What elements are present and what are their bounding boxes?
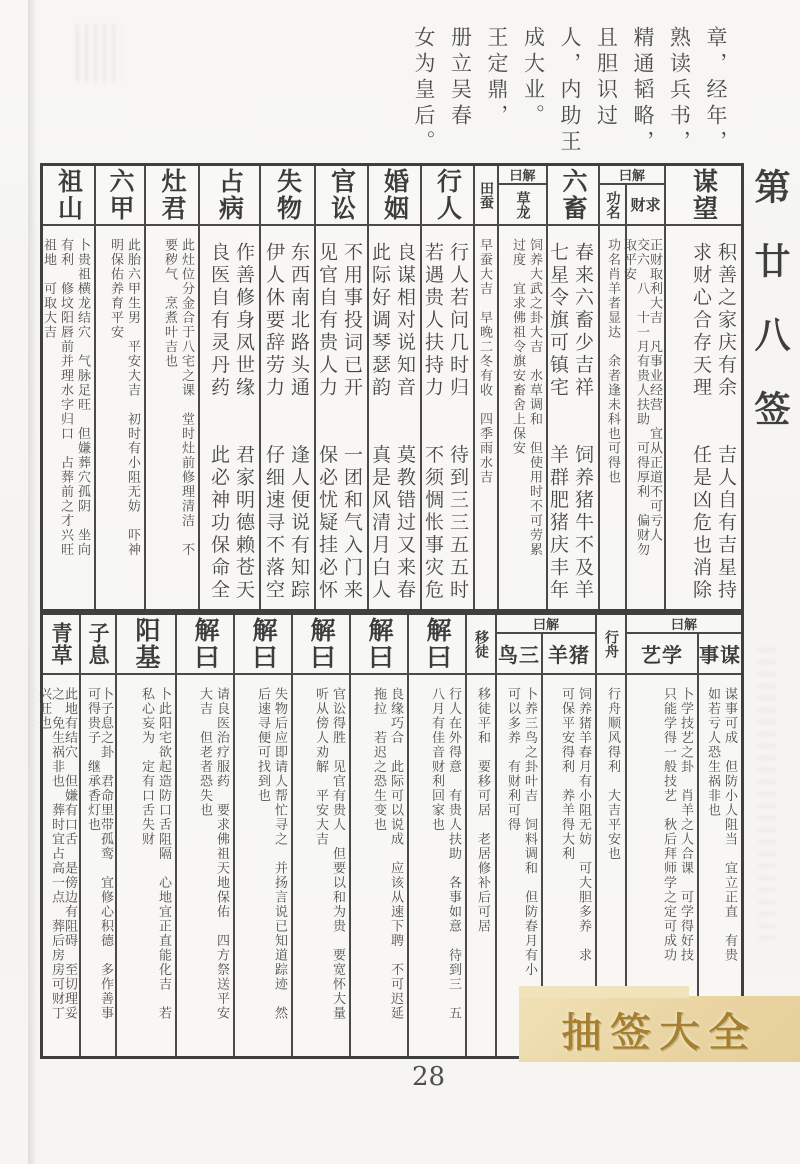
column-header: 草龙 bbox=[499, 185, 546, 226]
column-text bbox=[666, 226, 741, 609]
text-line: 取平安 bbox=[621, 238, 636, 282]
text-line: 谋事可成 但防小人阻当 宜立正直 有贵 bbox=[722, 687, 737, 963]
column-header: 财求 bbox=[627, 185, 664, 226]
column-explain-traveler bbox=[407, 615, 465, 1056]
text-line: 见官自有贵人力 保必忧疑挂必怀 bbox=[316, 242, 338, 602]
column-text bbox=[36, 675, 79, 1056]
column-text bbox=[43, 226, 94, 609]
text-line: 求财心合存天理 任是凶危也消除 bbox=[690, 242, 712, 602]
column-text bbox=[81, 675, 115, 1056]
text-line: 饲养猪羊春月有小阻无妨 可大胆多养 求 bbox=[576, 687, 591, 963]
text-line: 行舟顺风得利 大吉平安也 bbox=[605, 687, 620, 861]
text-line: 卜贵祖横龙结穴 气脉足旺 但嫌葬穴孤阴 坐向 bbox=[75, 238, 90, 557]
text-line: 官讼得胜 见官有贵人 但要以和为贵 要宽怀大量 bbox=[330, 687, 345, 1021]
book-gutter-shadow bbox=[28, 0, 36, 1164]
text-line: 拖拉 若迟之恐生变也 bbox=[371, 687, 386, 832]
explain-strip-label: 曰解 bbox=[627, 615, 741, 634]
column-header: 解曰 bbox=[293, 615, 349, 675]
column-header: 艺学 bbox=[627, 634, 697, 675]
text-line: 良谋相对说知音 莫教错过又来春 bbox=[394, 242, 416, 602]
column-text bbox=[351, 675, 407, 1056]
column-text bbox=[548, 226, 598, 609]
column-marriage bbox=[367, 166, 420, 609]
column-header: 青草 bbox=[43, 615, 79, 675]
column-header: 占病 bbox=[200, 166, 259, 226]
text-line: 可得贵子 继承香灯也 bbox=[85, 687, 100, 832]
column-header: 谋望 bbox=[666, 166, 741, 226]
column-header: 行舟 bbox=[597, 615, 625, 675]
text-line: 要秽气 烹煮叶吉也 bbox=[162, 238, 177, 369]
column-text bbox=[261, 226, 314, 609]
explain-strip-label: 曰解 bbox=[497, 615, 595, 634]
column-house-site bbox=[115, 615, 175, 1056]
column-pregnancy bbox=[94, 166, 144, 609]
intro-line: 女为皇后。 bbox=[412, 26, 436, 156]
column-text bbox=[117, 675, 175, 1056]
column-text bbox=[409, 675, 465, 1056]
column-text bbox=[96, 226, 144, 609]
column-silkworm bbox=[473, 166, 497, 609]
intro-line: 王定鼎， bbox=[485, 26, 509, 130]
column-plans bbox=[697, 634, 741, 1056]
column-offspring bbox=[79, 615, 115, 1056]
column-text bbox=[422, 226, 473, 609]
text-line: 卜此阳宅欲起造防口舌阻隔 心地宜正直能化吉 若 bbox=[156, 687, 171, 1021]
column-header: 移徒 bbox=[467, 615, 495, 675]
text-line: 早蚕大吉 早晚二冬有收 四季雨水吉 bbox=[477, 238, 492, 485]
column-moving bbox=[465, 615, 495, 1056]
column-text bbox=[621, 226, 664, 609]
text-line: 作善修身凤世缘 君家明德赖苍天 bbox=[233, 242, 255, 602]
column-explain-illness bbox=[175, 615, 233, 1056]
column-header: 羊猪 bbox=[543, 634, 595, 675]
column-header: 事谋 bbox=[699, 634, 741, 675]
column-explain-lawsuit bbox=[291, 615, 349, 1056]
text-line: 良医自有灵丹药 此必神功保命全 bbox=[208, 242, 230, 602]
text-line: 此际好调琴瑟韵 真是风清月白人 bbox=[369, 242, 391, 602]
text-line: 之 免生祸非也 葬时宜占高一点 葬后房房可财丁 bbox=[49, 687, 64, 1021]
column-header: 功名 bbox=[600, 185, 625, 226]
text-line: 可保平安得利 养羊得大利 bbox=[559, 687, 574, 861]
column-text bbox=[475, 226, 497, 609]
text-line: 可以多养 有财利可得 bbox=[505, 687, 520, 832]
text-line: 兴旺也 bbox=[36, 687, 51, 731]
column-header: 阳基 bbox=[117, 615, 175, 675]
column-header: 婚姻 bbox=[369, 166, 420, 226]
intro-story-text bbox=[406, 26, 735, 168]
column-text bbox=[177, 675, 233, 1056]
fortune-table-upper bbox=[40, 163, 744, 612]
text-line: 如若亏人恐生祸非也 bbox=[705, 687, 720, 818]
column-fame-wealth-group bbox=[598, 166, 664, 609]
column-text bbox=[499, 226, 546, 609]
text-line: 此胎六甲生男 平安大吉 初时有小阻无妨 吓神 bbox=[125, 238, 140, 557]
text-line: 听从傍人劝解 平安大吉 bbox=[313, 687, 328, 847]
text-line: 饲养大武之卦大吉 水草调和 但使用时不可劳累 bbox=[527, 238, 542, 557]
column-kitchen-god bbox=[144, 166, 198, 609]
column-explain-marriage bbox=[349, 615, 407, 1056]
text-line: 卜养三鸟之卦叶吉 饲料调和 但防春月有小 bbox=[522, 687, 537, 977]
column-illness bbox=[198, 166, 259, 609]
column-wealth bbox=[621, 185, 664, 609]
explain-strip-label: 曰解 bbox=[499, 166, 546, 185]
text-line: 春来六畜少吉祥 饲养猪牛不及羊 bbox=[572, 242, 594, 602]
text-line: 后速寻便可找到也 bbox=[255, 687, 270, 803]
column-header: 官讼 bbox=[316, 166, 367, 226]
intro-line: 精通韬略， bbox=[631, 26, 655, 156]
text-line: 请良医治疗服药 要求佛祖天地保佑 四方祭送平安 bbox=[214, 687, 229, 1021]
column-header: 行人 bbox=[422, 166, 473, 226]
text-line: 伊人休要辞劳力 仔细速寻不落空 bbox=[263, 242, 285, 602]
column-header: 失物 bbox=[261, 166, 314, 226]
column-lost-items bbox=[259, 166, 314, 609]
column-header: 灶君 bbox=[146, 166, 198, 226]
text-line: 有利 修坟阳唇前并理水字归口 占葬前之才兴旺 bbox=[58, 238, 73, 557]
column-aspiration bbox=[664, 166, 741, 609]
text-line: 私心妄为 定有口舌失财 bbox=[139, 687, 154, 847]
text-line: 行人在外得意 有贵人扶助 各事如意 待到三 五 bbox=[446, 687, 461, 1021]
column-cattle-group bbox=[497, 166, 546, 609]
intro-line: 且胆识过 bbox=[594, 26, 619, 130]
text-line: 不用事投词已开 一团和气入门来 bbox=[341, 242, 363, 602]
text-line: 移徒平和 要移可居 老居修补后可居 bbox=[475, 687, 490, 934]
text-line: 若遇贵人扶持力 不须惆怅事灾危 bbox=[422, 242, 444, 602]
text-line: 此灶位分金合于八宅之课 堂时灶前修理清洁 不 bbox=[179, 238, 194, 557]
bleed-through-mark bbox=[76, 24, 122, 82]
text-line: 行人若问几时归 待到三三五五时 bbox=[447, 242, 469, 602]
text-line: 明保佑养育平安 bbox=[108, 238, 123, 340]
column-text bbox=[369, 226, 420, 609]
text-line: 七星令旗可镇宅 羊群肥猪庆丰年 bbox=[547, 242, 569, 602]
column-text bbox=[146, 226, 198, 609]
text-line: 卜子息之卦 君命里带孤鸾 宜修心积德 多作善事 bbox=[98, 687, 113, 1021]
text-line: 过度 宜求佛祖令旗安畜舍上保安 bbox=[510, 238, 525, 456]
text-line: 东西南北路头通 逢人便说有知踪 bbox=[288, 242, 310, 602]
watermark-text: 抽签大全 bbox=[561, 1009, 758, 1056]
text-line: 大吉 但老者恐失也 bbox=[197, 687, 212, 818]
column-header: 解曰 bbox=[235, 615, 291, 675]
column-header: 解曰 bbox=[409, 615, 465, 675]
page-number: 28 bbox=[412, 1062, 446, 1092]
column-text bbox=[467, 675, 495, 1056]
text-line: 交六 八 十一月有贵人扶助 可得厚利 偏财勿 bbox=[634, 238, 649, 557]
column-header: 田蚕 bbox=[475, 166, 497, 226]
column-header: 鸟三 bbox=[497, 634, 541, 675]
column-header: 子息 bbox=[81, 615, 115, 675]
text-line: 卜学技艺之卦 肖羊之人合课 可学得好技 bbox=[678, 687, 693, 963]
column-cattle bbox=[499, 185, 546, 609]
column-text bbox=[200, 226, 259, 609]
text-line: 此地有结穴 但嫌有口舌 是傍边有阻碍 至切理妥 bbox=[62, 687, 77, 1021]
explain-strip-label: 曰解 bbox=[600, 166, 664, 185]
publisher-watermark bbox=[519, 996, 800, 1062]
intro-line: 册立吴春 bbox=[448, 26, 473, 130]
stick-number-title: 第廿八签 bbox=[749, 168, 790, 464]
intro-line: 人，内助王 bbox=[558, 26, 582, 156]
column-text bbox=[316, 226, 367, 609]
text-line: 正财取利大吉 凡事业经营 宜从正道不可亏人 bbox=[647, 238, 662, 543]
column-explain-lost-items bbox=[233, 615, 291, 1056]
text-line: 八月有佳音财利回家也 bbox=[429, 687, 444, 832]
text-line: 积善之家庆有余 吉人自有吉星持 bbox=[715, 242, 737, 602]
column-text bbox=[235, 675, 291, 1056]
intro-line: 熟读兵书， bbox=[667, 26, 692, 156]
column-header: 解曰 bbox=[177, 615, 233, 675]
column-header: 六甲 bbox=[96, 166, 144, 226]
text-line: 良缘巧合 此际可以说成 应该从速下聘 不可迟延 bbox=[388, 687, 403, 1021]
column-header: 六畜 bbox=[548, 166, 598, 226]
text-line: 只能学得一般技艺 秋后拜师学之定可成功 bbox=[661, 687, 676, 963]
column-traveler bbox=[420, 166, 473, 609]
text-line: 失物后应即请人帮忙寻之 并扬言说已知道踪迹 然 bbox=[272, 687, 287, 1021]
column-header: 解曰 bbox=[351, 615, 407, 675]
text-line: 祖地 可取大吉 bbox=[41, 238, 56, 340]
intro-line: 章，经年， bbox=[704, 26, 728, 156]
text-line: 功名肖羊者显达 余者逢未科也可得也 bbox=[605, 238, 620, 485]
intro-line: 成大业。 bbox=[521, 26, 546, 130]
column-livestock bbox=[546, 166, 598, 609]
column-grave-site bbox=[36, 615, 79, 1056]
column-lawsuit bbox=[314, 166, 367, 609]
column-header: 祖山 bbox=[43, 166, 94, 226]
column-text bbox=[293, 675, 349, 1056]
bleed-through-mark bbox=[758, 640, 776, 940]
column-ancestral-mountain bbox=[43, 166, 94, 609]
